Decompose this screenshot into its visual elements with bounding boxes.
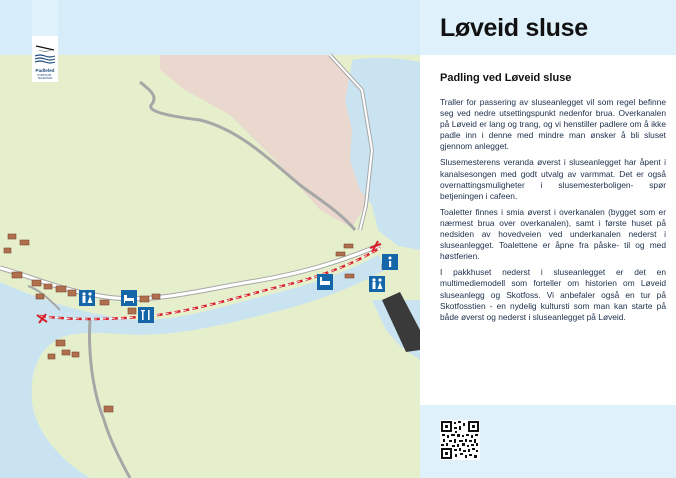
toilet-icon-east[interactable]: [369, 276, 385, 292]
logo-strip: [32, 0, 58, 36]
kayak-logo-icon: [34, 40, 56, 66]
qr-code[interactable]: [440, 420, 480, 460]
section-subtitle: Padling ved Løveid sluse: [440, 72, 572, 84]
logo-subtitle: NORDSJØ · TELEMARK: [37, 73, 53, 81]
info-panel: [420, 0, 676, 478]
page-title: Løveid sluse: [440, 14, 588, 42]
paragraph: Traller for passering av sluseanlegget vil som regel befinne seg ved nedre utsettingspunkt nedenfor brua. Overkanalen på Løveid er lang og trang, og vi henstiller padlere om å ikke padle inn i denne med mindre man ønsker å bli sluset gjennom anlegget.: [440, 97, 666, 152]
information-icon[interactable]: [382, 254, 398, 270]
paragraph: Toaletter finnes i smia øverst i overkanalen (bygget som er nærmest brua over overkanalen), samt i første huset på nedsiden av hovedveien ved underkanalen nederst i sluseanlegget. Toalettene er åpne fra påske- til og med høstferien.: [440, 206, 666, 262]
padleled-logo: [32, 0, 58, 82]
logo-name: Padleled: [35, 68, 55, 73]
body-text: [440, 97, 666, 328]
toilet-icon[interactable]: [79, 290, 95, 306]
restaurant-icon[interactable]: [138, 307, 154, 323]
paragraph: I pakkhuset nederst i sluseanlegget er det en multimediemodell som forteller om historien om Løveid sluseanlegg og Skotfoss. Vi anbefaler også en tur på Skotfosstien - en nydelig kultursti som man kan starte på både øverst og nederst i sluseanlegget på Løveid.: [440, 267, 666, 322]
bed-icon[interactable]: [121, 290, 137, 306]
canal-lock-icon[interactable]: [317, 274, 333, 290]
upper-water: [0, 0, 420, 55]
paragraph: Slusemesterens veranda øverst i sluseanlegget har åpent i kanalsesongen med godt utvalg av varmmat. Det er også overnattingsmuligheter i slusemesterboligen- spør betjeningen i cafeen.: [440, 157, 666, 201]
